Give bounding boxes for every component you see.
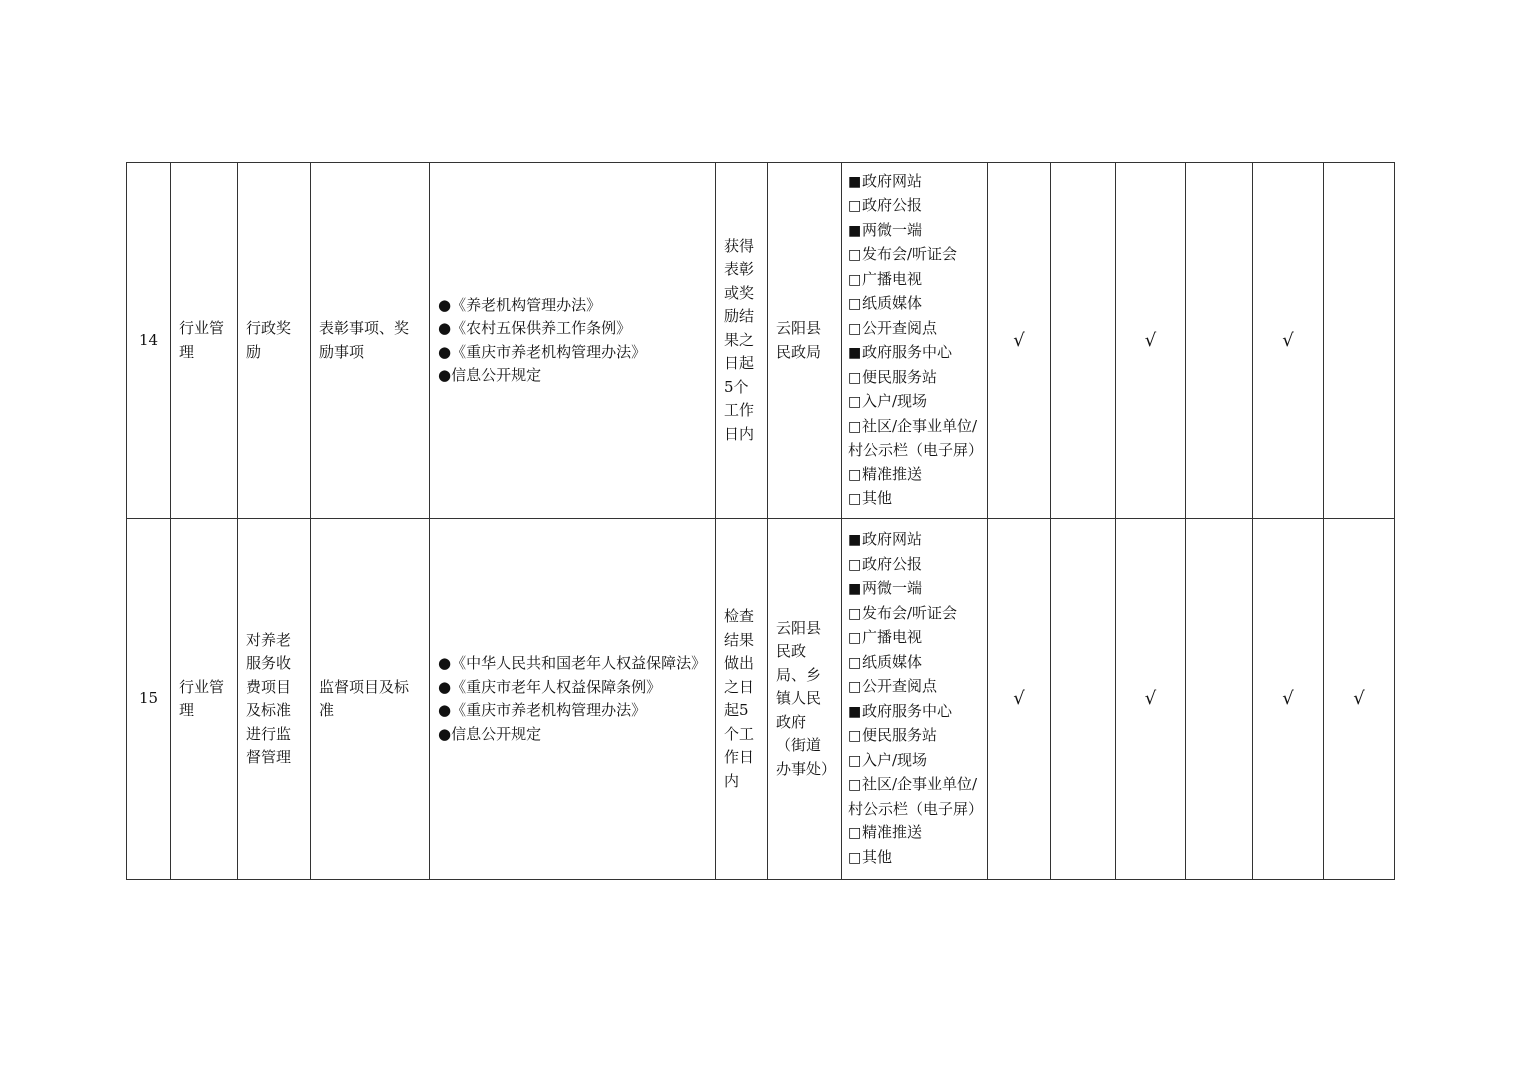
channel-item: □便民服务站: [848, 367, 938, 386]
basis-item: ●信息公开规定: [438, 366, 542, 384]
channel-item: □社区/企事业单位/村公示栏（电子屏）: [848, 775, 984, 818]
channel-item: □纸质媒体: [848, 652, 923, 671]
channel-item: □广播电视: [848, 269, 923, 288]
item-cell: 对养老服务收费项目及标准进行监督管理: [238, 519, 311, 880]
channel-item: □政府公报: [848, 196, 923, 214]
disclosure-table: [126, 162, 1395, 880]
basis-item: ●《中华人民共和国老年人权益保障法》: [438, 654, 707, 672]
check-cell: √: [1253, 163, 1324, 519]
channel-item: ■政府网站: [848, 171, 923, 190]
channel-item: □公开查阅点: [848, 318, 938, 337]
content-cell: 表彰事项、奖励事项: [311, 163, 430, 519]
check-cell: √: [1324, 519, 1395, 880]
channel-item: □其他: [848, 847, 893, 866]
channel-item: □社区/企事业单位/村公示栏（电子屏）: [848, 416, 984, 459]
channel-item: □入户/现场: [848, 750, 928, 769]
channel-item: □发布会/听证会: [848, 603, 958, 622]
channel-item: □政府公报: [848, 554, 923, 573]
channel-item: □入户/现场: [848, 392, 928, 410]
channel-item: □精准推送: [848, 464, 923, 483]
channel-item: ■政府服务中心: [848, 343, 953, 361]
basis-cell: [430, 519, 716, 880]
channels-cell: [842, 519, 988, 880]
basis-item: ●信息公开规定: [438, 724, 542, 743]
basis-item: ●《重庆市养老机构管理办法》: [438, 342, 647, 361]
check-cell: √: [1116, 519, 1186, 880]
item-cell: 行政奖励: [238, 163, 311, 519]
check-cell: √: [988, 163, 1051, 519]
check-cell: √: [1253, 519, 1324, 880]
basis-item: ●《重庆市养老机构管理办法》: [438, 701, 647, 719]
check-cell: [1186, 163, 1253, 519]
table-row: [127, 519, 1395, 880]
channel-item: ■两微一端: [848, 220, 923, 239]
channel-item: □精准推送: [848, 823, 923, 841]
channel-item: ■政府网站: [848, 530, 923, 548]
channel-item: □便民服务站: [848, 726, 938, 744]
check-cell: [1186, 519, 1253, 880]
time-limit-cell: 获得表彰或奖励结果之日起5个工作日内: [716, 163, 768, 519]
subject-cell: 云阳县民政局: [768, 163, 842, 519]
row-number: 15: [127, 519, 171, 880]
basis-item: ●《农村五保供养工作条例》: [438, 319, 632, 337]
basis-cell: [430, 163, 716, 519]
category-cell: 行业管理: [171, 163, 238, 519]
check-cell: [1051, 519, 1116, 880]
channel-item: ■两微一端: [848, 579, 923, 597]
basis-item: ●《重庆市老年人权益保障条例》: [438, 677, 662, 696]
subject-cell: 云阳县民政局、乡镇人民政府（街道办事处）: [768, 519, 842, 880]
basis-item: ●《养老机构管理办法》: [438, 295, 602, 314]
channel-item: □公开查阅点: [848, 677, 938, 695]
category-cell: 行业管理: [171, 519, 238, 880]
check-cell: √: [988, 519, 1051, 880]
row-number: 14: [127, 163, 171, 519]
channel-item: □发布会/听证会: [848, 245, 958, 263]
channel-item: □纸质媒体: [848, 294, 923, 312]
channel-item: ■政府服务中心: [848, 701, 953, 720]
table-row: [127, 163, 1395, 519]
content-cell: 监督项目及标准: [311, 519, 430, 880]
channel-item: □其他: [848, 489, 893, 507]
check-cell: [1324, 163, 1395, 519]
check-cell: √: [1116, 163, 1186, 519]
time-limit-cell: 检查结果做出之日起5个工作日内: [716, 519, 768, 880]
channels-cell: [842, 163, 988, 519]
check-cell: [1051, 163, 1116, 519]
channel-item: □广播电视: [848, 628, 923, 646]
